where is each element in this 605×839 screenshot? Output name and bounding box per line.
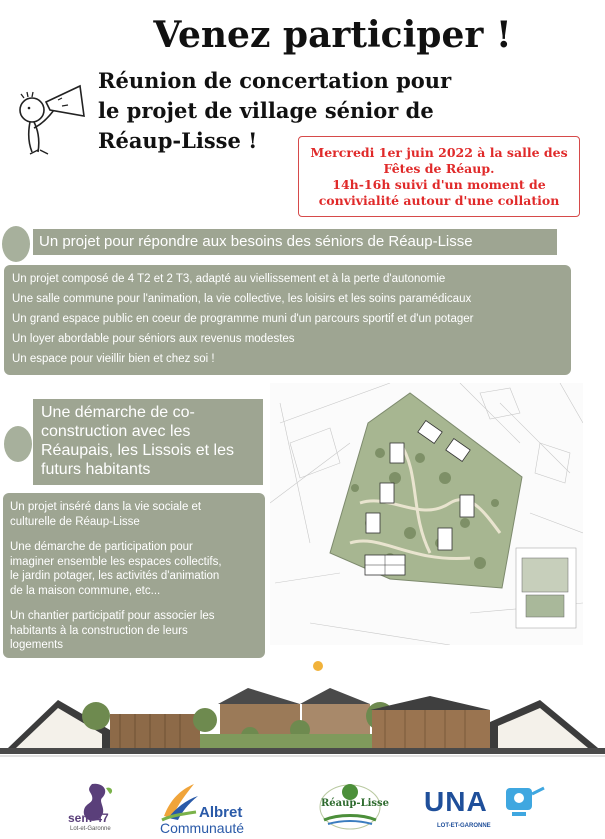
event-line-4: convivialité autour d'une collation xyxy=(318,193,560,208)
una-sub: LOT-ET-GARONNE xyxy=(437,823,491,829)
event-line-1: Mercredi 1er juin 2022 à la salle des xyxy=(310,145,568,160)
sem47-name: sem 47 xyxy=(68,811,109,825)
section2-paragraph xyxy=(10,500,258,529)
section2-title-line: futurs habitants xyxy=(41,461,151,478)
paragraph-line: Un chantier participatif pour associer les xyxy=(10,610,215,622)
paragraph-line: Une démarche de participation pour xyxy=(10,541,193,553)
section-elevation-image xyxy=(0,676,605,776)
section1-panel xyxy=(4,265,571,375)
paragraph-line: logements xyxy=(10,639,64,651)
section1-item: Un projet composé de 4 T2 et 2 T3, adapté au viellissement et à la perte d'autonomie xyxy=(12,273,446,285)
site-plan-image xyxy=(270,383,583,645)
section2-title xyxy=(33,399,263,485)
section2-bullet-circle xyxy=(4,426,32,462)
section1-item: Un espace pour vieillir bien et chez soi ! xyxy=(12,353,215,365)
section2-paragraph xyxy=(10,609,258,653)
section1-item: Un loyer abordable pour séniors aux revenus modestes xyxy=(12,333,295,345)
section1-bullet-circle xyxy=(2,226,30,262)
sun-icon xyxy=(312,660,324,672)
section2-title-line: construction avec les xyxy=(41,423,191,440)
sem47-sub: Lot-et-Garonne xyxy=(70,826,111,832)
event-info-box xyxy=(298,136,580,217)
paragraph-line: le jardin potager, les activités d'animation xyxy=(10,570,220,582)
albret-name-line2: Communauté xyxy=(160,820,245,836)
section2-panel xyxy=(3,493,265,658)
page-title: Venez participer ! xyxy=(153,14,512,56)
section2-paragraph xyxy=(10,540,258,598)
event-line-3: 14h-16h suivi d'un moment de xyxy=(332,177,546,192)
paragraph-line: Un projet inséré dans la vie sociale et xyxy=(10,501,202,513)
section1-item: Une salle commune pour l'animation, la vie collective, les loisirs et les soins paramédicaux xyxy=(12,293,472,305)
event-line-2: Fêtes de Réaup. xyxy=(383,161,495,176)
subtitle-line-1: Réunion de concertation pour xyxy=(98,68,452,93)
una-name: UNA xyxy=(424,786,488,817)
megaphone-figure-icon xyxy=(10,80,92,156)
section2-title-line: Une démarche de co- xyxy=(41,404,195,421)
reaup-lisse-name: Réaup-Lisse xyxy=(321,798,390,809)
section1-title: Un projet pour répondre aux besoins des séniors de Réaup-Lisse xyxy=(33,229,557,255)
paragraph-line: habitants à la construction de leurs xyxy=(10,624,188,637)
subtitle-line-3: Réaup-Lisse ! xyxy=(98,128,258,153)
albret-logo-icon xyxy=(160,782,200,822)
paragraph-line: de la maison commune, etc... xyxy=(10,584,161,597)
albret-name-line1: Albret xyxy=(199,804,243,821)
paragraph-line: imaginer ensemble les espaces collectifs, xyxy=(10,555,222,568)
section1-item: Un grand espace public en coeur de programme muni d'un parcours sportif et d'un potager xyxy=(12,313,474,325)
paragraph-line: culturelle de Réaup-Lisse xyxy=(10,515,140,528)
subtitle-line-2: le projet de village sénior de xyxy=(98,98,434,123)
section2-title-line: Réaupais, les Lissois et les xyxy=(41,442,234,459)
